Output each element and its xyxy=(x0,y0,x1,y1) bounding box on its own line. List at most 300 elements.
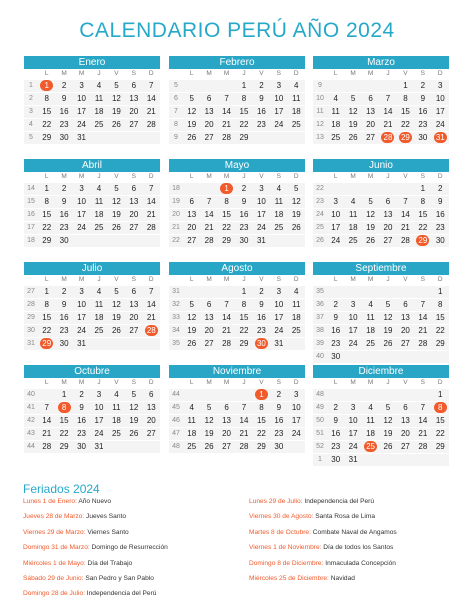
week-row xyxy=(24,234,160,247)
weekday-label: M xyxy=(78,276,85,283)
day-cell: 1 xyxy=(44,287,49,296)
day-cell: 2 xyxy=(241,184,247,193)
day-cell: 8 xyxy=(224,197,229,206)
week-row xyxy=(169,401,305,414)
week-row xyxy=(169,234,305,247)
weekday-label: M xyxy=(78,70,85,77)
day-cell: 3 xyxy=(79,287,84,296)
day-cell: 9 xyxy=(259,300,264,309)
weekday-label: L xyxy=(189,173,194,180)
day-cell: 9 xyxy=(333,416,338,425)
day-cell: 23 xyxy=(239,223,249,232)
day-cell: 24 xyxy=(77,326,87,335)
week-number: 30 xyxy=(27,327,35,334)
day-cell xyxy=(327,183,344,195)
day-cell: 18 xyxy=(291,107,301,116)
day-cell xyxy=(344,389,361,401)
day-cell xyxy=(414,454,431,466)
day-cell: 5 xyxy=(350,94,356,103)
day-cell xyxy=(379,454,396,466)
week-row xyxy=(313,337,449,350)
day-cell: 9 xyxy=(61,197,67,206)
day-cell xyxy=(90,338,107,350)
week-row xyxy=(169,427,305,440)
month-diciembre xyxy=(313,365,449,466)
week-number: 48 xyxy=(172,443,180,450)
day-cell xyxy=(108,235,125,247)
day-cell: 12 xyxy=(348,107,358,116)
week-number: 34 xyxy=(172,327,180,334)
day-cell: 12 xyxy=(291,197,301,206)
day-cell: 23 xyxy=(59,223,69,232)
day-cell: 15 xyxy=(42,210,52,219)
weekday-label: S xyxy=(276,70,282,77)
day-cell: 29 xyxy=(42,133,52,142)
day-cell: 30 xyxy=(274,442,284,451)
week-number: 23 xyxy=(316,198,324,205)
day-cell: 16 xyxy=(274,416,284,425)
holiday-name: Domingo de Resurrección xyxy=(91,544,168,552)
day-cell xyxy=(183,183,200,195)
day-cell: 27 xyxy=(129,223,139,232)
weekday-label: M xyxy=(223,379,230,386)
holiday-name: Viernes Santo xyxy=(87,528,129,536)
holiday-item xyxy=(249,556,397,571)
month-febrero xyxy=(169,56,305,144)
week-number: 2 xyxy=(29,95,33,102)
day-cell: 28 xyxy=(239,442,249,451)
weekday-label: J xyxy=(386,379,390,386)
day-cell: 28 xyxy=(418,442,428,451)
day-cell: 28 xyxy=(146,223,156,232)
day-cell: 25 xyxy=(291,326,301,335)
day-cell: 3 xyxy=(79,184,84,193)
day-cell xyxy=(432,351,449,363)
weekday-label: S xyxy=(420,276,426,283)
day-cell: 8 xyxy=(420,197,426,206)
week-number: 3 xyxy=(29,108,33,115)
day-cell: 30 xyxy=(59,236,69,245)
weekday-row xyxy=(169,172,305,182)
day-cell: 1 xyxy=(420,184,426,193)
day-cell: 7 xyxy=(420,403,426,412)
day-cell xyxy=(379,389,396,401)
day-cell: 6 xyxy=(206,94,212,103)
weekday-row xyxy=(169,275,305,285)
holiday-date: Domingo 8 de Diciembre: xyxy=(249,559,326,567)
weekday-label: D xyxy=(148,276,154,283)
day-cell xyxy=(55,402,72,414)
day-cell: 4 xyxy=(294,287,299,296)
week-row xyxy=(313,221,449,234)
day-cell: 28 xyxy=(204,236,214,245)
week-row xyxy=(313,298,449,311)
day-cell xyxy=(38,389,55,401)
weekday-row xyxy=(169,69,305,79)
weekday-label: V xyxy=(403,70,408,77)
week-number-header xyxy=(313,275,327,285)
day-cell: 25 xyxy=(366,339,376,348)
day-cell: 29 xyxy=(222,236,232,245)
day-cell: 17 xyxy=(94,416,104,425)
day-cell: 11 xyxy=(94,300,104,309)
weekday-label: M xyxy=(367,276,374,283)
week-number: 13 xyxy=(316,134,324,141)
day-cell xyxy=(379,183,396,195)
day-cell: 21 xyxy=(222,120,232,129)
day-cell: 25 xyxy=(331,133,341,142)
day-cell xyxy=(90,235,107,247)
month-header: Abril xyxy=(24,159,160,172)
day-cell: 2 xyxy=(259,287,264,296)
day-cell: 7 xyxy=(149,184,154,193)
day-cell: 27 xyxy=(366,133,376,142)
day-cell: 28 xyxy=(42,442,52,451)
holiday-item xyxy=(23,525,168,540)
day-cell: 20 xyxy=(129,107,139,116)
holiday-item xyxy=(249,525,397,540)
day-cell: 16 xyxy=(59,313,69,322)
day-cell xyxy=(218,286,235,298)
day-cell: 18 xyxy=(274,210,284,219)
day-cell: 18 xyxy=(366,326,376,335)
holiday-day: 1 xyxy=(255,389,268,400)
day-cell: 11 xyxy=(366,416,375,425)
day-cell xyxy=(200,389,217,401)
day-cell xyxy=(327,389,344,401)
day-cell: 2 xyxy=(259,81,264,90)
day-cell: 6 xyxy=(403,403,408,412)
day-cell: 21 xyxy=(42,429,52,438)
month-agosto xyxy=(169,262,305,350)
week-row xyxy=(169,337,305,350)
week-row xyxy=(169,311,305,324)
day-cell: 25 xyxy=(111,429,121,438)
day-cell: 14 xyxy=(222,313,232,322)
month-header: Septiembre xyxy=(313,262,449,275)
day-cell: 24 xyxy=(348,442,358,451)
day-cell: 19 xyxy=(111,313,121,322)
day-cell: 13 xyxy=(204,313,214,322)
day-cell: 12 xyxy=(383,416,393,425)
day-cell: 15 xyxy=(239,313,249,322)
day-cell: 6 xyxy=(385,197,391,206)
day-cell: 5 xyxy=(368,197,373,206)
day-cell: 10 xyxy=(331,210,341,219)
day-cell xyxy=(362,389,379,401)
day-cell: 12 xyxy=(366,210,376,219)
day-cell: 8 xyxy=(259,403,264,412)
day-cell: 23 xyxy=(256,120,266,129)
day-cell xyxy=(183,286,200,298)
day-cell: 23 xyxy=(59,326,69,335)
day-cell xyxy=(432,454,449,466)
week-number-header xyxy=(24,275,38,285)
month-header: Febrero xyxy=(169,56,305,69)
day-cell: 11 xyxy=(94,197,104,206)
day-cell: 10 xyxy=(77,300,87,309)
day-cell: 16 xyxy=(59,210,69,219)
day-cell xyxy=(288,441,305,453)
day-cell xyxy=(108,338,125,350)
day-cell: 30 xyxy=(59,133,69,142)
weekday-label: S xyxy=(276,379,282,386)
weekday-row xyxy=(24,69,160,79)
week-number-header xyxy=(169,172,183,182)
day-cell: 16 xyxy=(256,313,266,322)
week-number: 27 xyxy=(27,288,35,295)
holiday-name: San Pedro y San Pablo xyxy=(85,575,154,583)
day-cell: 11 xyxy=(187,416,196,425)
weekday-label: V xyxy=(114,379,119,386)
weekday-label: M xyxy=(350,173,356,180)
weekday-label: M xyxy=(367,379,374,386)
week-number: 24 xyxy=(316,211,324,218)
holiday-date: Miércoles 1 de Mayo: xyxy=(23,559,88,567)
week-number: 52 xyxy=(316,443,324,450)
day-cell xyxy=(90,132,107,144)
day-cell: 12 xyxy=(383,313,393,322)
holiday-item xyxy=(23,571,168,586)
weekday-label: L xyxy=(189,70,194,77)
day-cell: 27 xyxy=(400,442,410,451)
day-cell: 23 xyxy=(435,223,445,232)
weekday-label: L xyxy=(333,379,338,386)
week-number: 1 xyxy=(318,456,322,463)
day-cell: 2 xyxy=(276,390,282,399)
day-cell: 4 xyxy=(368,300,373,309)
week-number: 16 xyxy=(27,211,35,218)
day-cell: 18 xyxy=(94,107,104,116)
day-cell: 2 xyxy=(438,184,443,193)
day-cell: 26 xyxy=(366,236,376,245)
day-cell: 7 xyxy=(420,300,426,309)
week-number-header xyxy=(24,378,38,388)
week-row xyxy=(313,79,449,92)
day-cell: 17 xyxy=(256,210,266,219)
day-cell: 5 xyxy=(114,81,119,90)
week-number: 38 xyxy=(316,327,324,334)
day-cell: 17 xyxy=(331,223,341,232)
day-cell: 19 xyxy=(187,120,197,129)
day-cell: 10 xyxy=(77,94,87,103)
day-cell: 11 xyxy=(292,300,301,309)
week-row xyxy=(313,453,449,466)
day-cell: 11 xyxy=(94,94,104,103)
day-cell xyxy=(218,80,235,92)
day-cell: 23 xyxy=(77,429,87,438)
weekday-label: L xyxy=(44,379,49,386)
week-number: 28 xyxy=(27,301,35,308)
day-cell xyxy=(362,80,379,92)
day-cell xyxy=(362,351,379,363)
weekday-label: S xyxy=(420,379,426,386)
week-row xyxy=(313,105,449,118)
weekday-label: J xyxy=(242,173,246,180)
day-cell: 8 xyxy=(438,300,443,309)
day-cell: 11 xyxy=(348,210,358,219)
day-cell: 3 xyxy=(438,81,443,90)
day-cell: 3 xyxy=(294,390,299,399)
day-cell: 5 xyxy=(294,184,299,193)
holiday-item xyxy=(249,509,397,524)
weekday-label: V xyxy=(114,70,119,77)
week-number: 48 xyxy=(316,391,324,398)
day-cell xyxy=(270,132,287,144)
day-cell: 7 xyxy=(241,403,247,412)
week-row xyxy=(24,427,160,440)
week-row xyxy=(169,79,305,92)
weekday-label: J xyxy=(97,70,101,77)
weekday-label: S xyxy=(420,70,426,77)
day-cell: 8 xyxy=(241,94,247,103)
weekday-label: V xyxy=(259,379,264,386)
month-abril xyxy=(24,159,160,247)
day-cell: 17 xyxy=(274,107,284,116)
day-cell: 5 xyxy=(385,300,391,309)
weekday-label: J xyxy=(242,379,246,386)
day-cell: 2 xyxy=(61,287,67,296)
week-number: 40 xyxy=(27,391,35,398)
day-cell: 20 xyxy=(383,223,393,232)
day-cell: 6 xyxy=(131,81,137,90)
day-cell: 26 xyxy=(111,223,121,232)
day-cell: 22 xyxy=(239,326,249,335)
day-cell: 16 xyxy=(239,210,249,219)
week-row xyxy=(24,105,160,118)
day-cell: 30 xyxy=(239,236,249,245)
day-cell: 8 xyxy=(44,94,49,103)
day-cell: 14 xyxy=(383,107,393,116)
day-cell xyxy=(362,454,379,466)
day-cell: 7 xyxy=(44,403,49,412)
weekday-label: M xyxy=(350,70,356,77)
week-row xyxy=(169,298,305,311)
day-cell: 29 xyxy=(435,442,445,451)
week-number: 32 xyxy=(172,301,180,308)
day-cell: 9 xyxy=(276,403,282,412)
holiday-date: Viernes 29 de Marzo: xyxy=(23,528,88,536)
holiday-date: Lunes 1 de Enero: xyxy=(23,498,79,505)
day-cell: 16 xyxy=(418,107,428,116)
holiday-day: 29 xyxy=(40,338,53,349)
day-cell: 19 xyxy=(111,107,121,116)
weekday-label: D xyxy=(148,173,154,180)
holidays-list-right xyxy=(249,494,397,586)
day-cell: 21 xyxy=(146,313,156,322)
day-cell xyxy=(362,286,379,298)
month-mayo xyxy=(169,159,305,247)
day-cell: 9 xyxy=(61,300,67,309)
week-row xyxy=(169,388,305,401)
day-cell: 13 xyxy=(129,197,139,206)
week-row xyxy=(24,298,160,311)
week-number: 47 xyxy=(172,430,180,437)
week-number: 44 xyxy=(172,391,180,398)
week-row xyxy=(313,427,449,440)
day-cell: 2 xyxy=(333,403,338,412)
day-cell: 5 xyxy=(189,94,194,103)
day-cell xyxy=(143,235,160,247)
day-cell xyxy=(414,235,431,247)
weekday-label: D xyxy=(148,70,154,77)
day-cell: 24 xyxy=(77,223,87,232)
day-cell: 12 xyxy=(204,416,214,425)
day-cell: 11 xyxy=(331,107,340,116)
week-number: 29 xyxy=(27,314,35,321)
day-cell: 7 xyxy=(224,94,229,103)
week-number: 31 xyxy=(27,340,35,347)
day-cell xyxy=(288,338,305,350)
weekday-label: D xyxy=(437,70,443,77)
holiday-day: 29 xyxy=(399,132,412,143)
day-cell: 26 xyxy=(291,223,301,232)
weekday-label: M xyxy=(206,173,212,180)
weekday-label: V xyxy=(403,379,408,386)
day-cell: 27 xyxy=(187,236,197,245)
day-cell: 26 xyxy=(111,120,121,129)
day-cell: 19 xyxy=(383,429,393,438)
day-cell: 4 xyxy=(96,184,102,193)
day-cell: 9 xyxy=(241,197,247,206)
day-cell: 14 xyxy=(418,313,428,322)
page-title: CALENDARIO PERÚ AÑO 2024 xyxy=(79,19,395,42)
day-cell: 3 xyxy=(96,390,102,399)
day-cell: 11 xyxy=(292,94,301,103)
day-cell: 23 xyxy=(59,120,69,129)
week-row xyxy=(169,131,305,144)
day-cell: 1 xyxy=(241,81,247,90)
holiday-day: 8 xyxy=(434,402,447,413)
month-marzo xyxy=(313,56,449,144)
week-number: 35 xyxy=(316,288,324,295)
day-cell xyxy=(397,454,414,466)
day-cell: 10 xyxy=(435,94,445,103)
day-cell xyxy=(200,286,217,298)
week-row xyxy=(169,105,305,118)
day-cell: 16 xyxy=(435,210,445,219)
day-cell: 16 xyxy=(256,107,266,116)
week-row xyxy=(313,401,449,414)
day-cell xyxy=(397,351,414,363)
week-number: 31 xyxy=(172,288,180,295)
week-number: 37 xyxy=(316,314,324,321)
day-cell: 26 xyxy=(348,133,358,142)
month-header: Noviembre xyxy=(169,365,305,378)
day-cell: 13 xyxy=(400,416,410,425)
day-cell: 19 xyxy=(348,120,358,129)
day-cell: 9 xyxy=(61,94,67,103)
weekday-label: M xyxy=(206,276,212,283)
day-cell: 6 xyxy=(189,197,194,206)
day-cell: 1 xyxy=(438,287,443,296)
day-cell xyxy=(414,286,431,298)
day-cell: 27 xyxy=(146,429,156,438)
weekday-row xyxy=(313,69,449,79)
holiday-name: Independencia del Perú xyxy=(86,590,157,598)
holiday-name: Año Nuevo xyxy=(78,498,111,505)
day-cell: 6 xyxy=(206,300,212,309)
day-cell: 3 xyxy=(276,81,282,90)
week-row xyxy=(169,414,305,427)
day-cell xyxy=(414,389,431,401)
day-cell: 4 xyxy=(350,197,356,206)
day-cell: 16 xyxy=(59,107,69,116)
day-cell: 3 xyxy=(259,184,264,193)
weekday-label: V xyxy=(403,173,408,180)
week-number: 43 xyxy=(27,430,35,437)
month-enero xyxy=(24,56,160,144)
